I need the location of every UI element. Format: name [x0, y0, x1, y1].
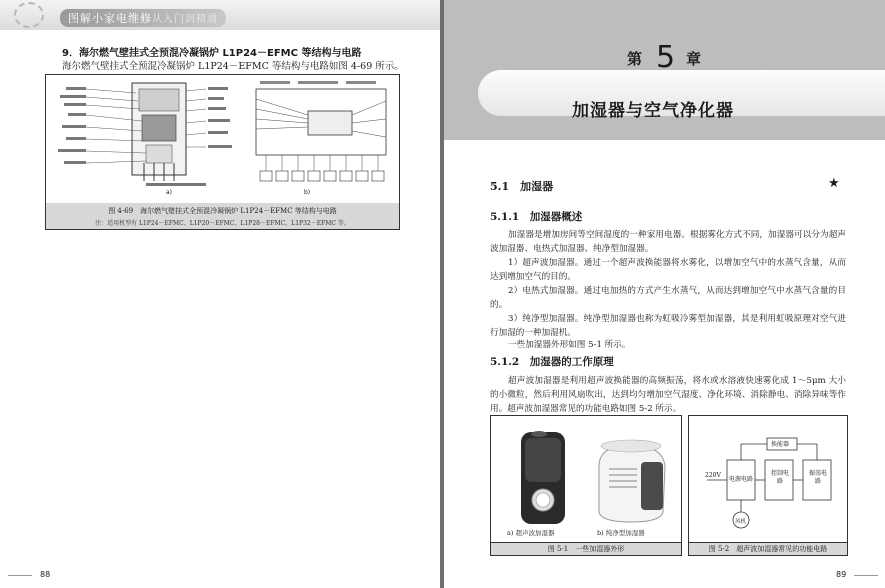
page-number: 88: [40, 570, 51, 579]
figure-4-69-caption-bar: [45, 203, 400, 230]
figure-5-1-sublabel-b: b) 纯净型加湿器: [597, 529, 645, 537]
chapter-number: 5: [656, 40, 676, 75]
page-number: 89: [836, 570, 847, 579]
book-title-main: 图解小家电维修: [68, 12, 152, 25]
star-icon: ★: [828, 176, 840, 191]
voltage-label: 220V: [705, 472, 721, 479]
paragraph: 一些加湿器外形如图 5-1 所示。: [508, 340, 631, 350]
chapter-label-zhang: 章: [686, 50, 702, 68]
fan-label: 风机: [735, 519, 747, 525]
section-5-1-2-heading: 5.1.2 加湿器的工作原理: [490, 356, 614, 368]
paragraph: 3）纯净型加湿器。纯净型加湿器也称为虹吸冷雾型加湿器，其是利用虹吸原理对空气进行加湿的一种加湿机。: [490, 314, 846, 338]
page-number-arrow: [854, 575, 878, 576]
page-header-banner: [0, 0, 440, 30]
block-control-label: 控制电路: [770, 470, 789, 485]
block-transducer-label: 换能器: [771, 441, 790, 448]
section-heading: 9．海尔燃气壁挂式全预混冷凝锅炉 L1P24－EFMC 等结构与电路: [62, 48, 362, 59]
paragraph: 加湿器是增加房间等空间湿度的一种家用电器。根据雾化方式不同，加湿器可以分为超声波加湿器、电热式加湿器、纯净型加湿器。: [490, 230, 846, 254]
left-page: [0, 0, 440, 588]
book-title-sub: 从入门到精通: [152, 14, 218, 25]
section-5-1-heading: 5.1 加湿器: [490, 180, 554, 193]
page-number-arrow: [8, 575, 32, 576]
figure-4-69-note: 注：适用机型有 L1P24－EFMC、L1P20－EFMC、L1P28－EFMC、L1P32－EFMC 等。: [95, 220, 350, 227]
section-5-1-1-heading: 5.1.1 加湿器概述: [490, 211, 583, 223]
figure-5-1-caption: 图 5-1 一些加湿器外形: [491, 542, 681, 555]
humidifier-photos: [491, 416, 683, 544]
figure-5-2: [688, 415, 848, 556]
paragraph: 1）超声波加湿器。通过一个超声波换能器将水雾化，以增加空气中的水蒸气含量，从而达到增加空气的目的。: [490, 258, 846, 282]
book-title: [60, 9, 226, 27]
paragraph: 2）电热式加湿器。通过电加热的方式产生水蒸气，从而达到增加空气中水蒸气含量的目的。: [490, 286, 846, 310]
right-page: [444, 0, 885, 588]
figure-sublabel-b: b): [304, 189, 311, 196]
section-body: 海尔燃气壁挂式全预混冷凝锅炉 L1P24－EFMC 等结构与电路如图 4-69 所示。: [62, 61, 404, 72]
boiler-structure-and-circuit-illustration: [46, 75, 401, 205]
block-drive-label: 振荡电路: [808, 470, 827, 485]
figure-sublabel-a: a): [166, 189, 173, 196]
figure-5-2-caption: 图 5-2 超声波加湿器常见的功能电路: [689, 542, 847, 555]
figure-5-1: [490, 415, 682, 556]
sun-ornament-icon: [14, 2, 44, 28]
chapter-title: 加湿器与空气净化器: [572, 101, 734, 121]
block-power-label: 电源电路: [729, 476, 754, 483]
chapter-label-di: 第: [627, 50, 643, 68]
figure-4-69-caption: 图 4-69 海尔燃气壁挂式全预混冷凝锅炉 L1P24－EFMC 等结构与电路: [108, 207, 337, 215]
figure-5-1-sublabel-a: a) 超声波加湿器: [507, 529, 555, 537]
paragraph: 超声波加湿器是利用超声波换能器的高频振荡，将水或水溶液快速雾化成 1～5μm 大小的小微粒，然后利用风扇吹出，达到均匀增加空气湿度、净化环境、消除静电、消除异味等作用。超声波加湿器常见的功能电路如图 5-2 所示。: [490, 376, 846, 414]
